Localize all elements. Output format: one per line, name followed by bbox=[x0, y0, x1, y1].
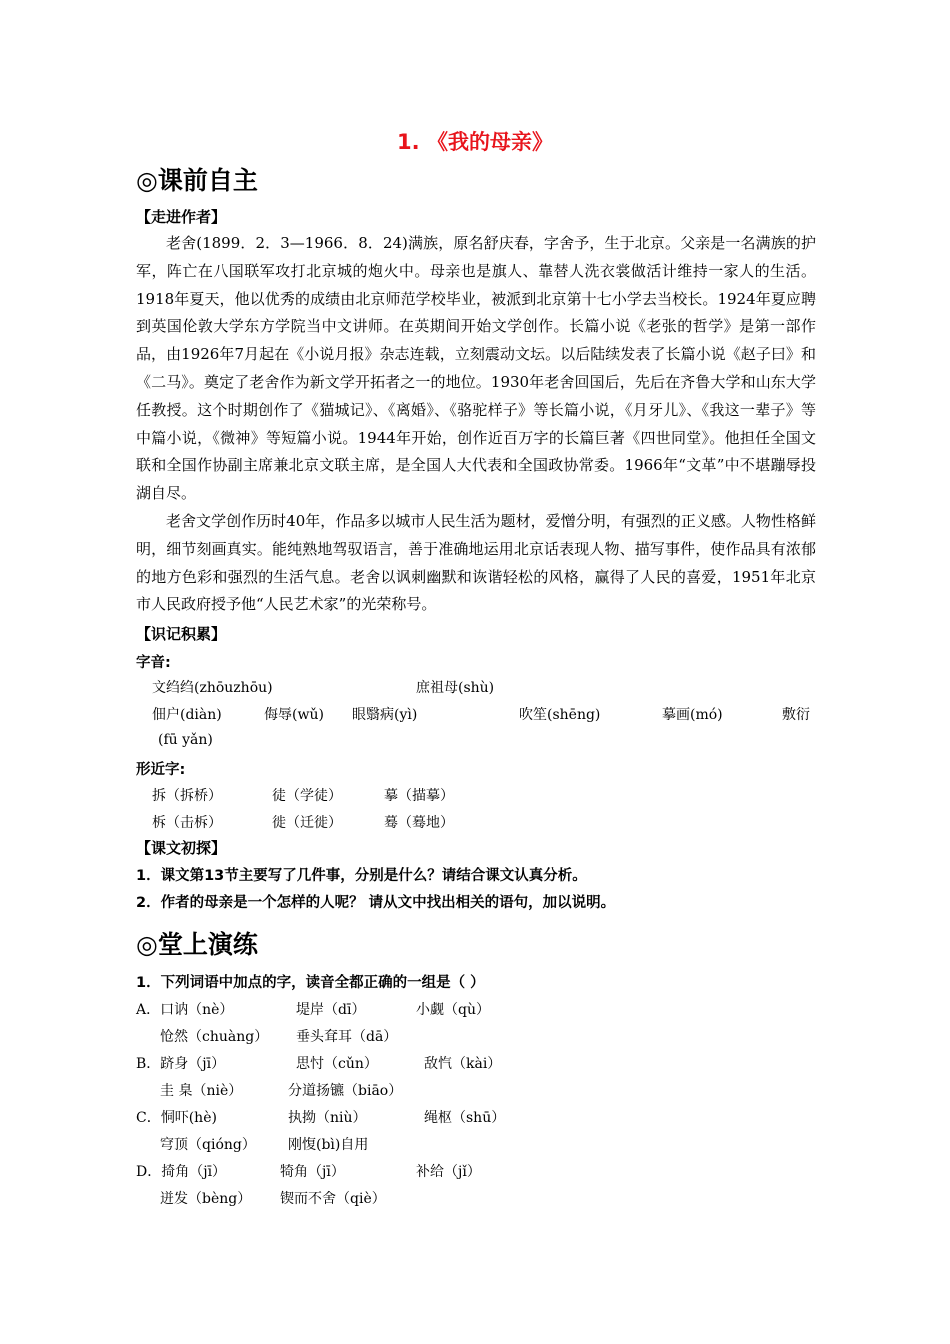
similar-char: 徒（学徒） bbox=[272, 788, 342, 804]
pron-item: 吹笙(shēng) bbox=[519, 707, 601, 723]
pron-item: (fū yǎn) bbox=[158, 732, 213, 748]
pron-item: 庶祖母(shù) bbox=[416, 680, 495, 696]
option-a-item: 小觑（qù） bbox=[416, 1002, 490, 1018]
author-bio bbox=[136, 230, 816, 619]
option-a: A．口讷（nè） bbox=[136, 1002, 234, 1018]
exercise-question: 1．下列词语中加点的字，读音全都正确的一组是（ ） bbox=[136, 975, 485, 991]
heading-memory: 【识记积累】 bbox=[136, 625, 227, 643]
option-b: B．跻身（jī） bbox=[136, 1056, 226, 1072]
heading-author: 【走进作者】 bbox=[136, 208, 227, 226]
option-c-item: 绳枢（shū） bbox=[424, 1110, 506, 1126]
option-a-item: 堤岸（dī） bbox=[296, 1002, 366, 1018]
section-heading-inclass: ◎堂上演练 bbox=[136, 930, 258, 959]
option-c-item: 刚愎(bì)自用 bbox=[288, 1137, 369, 1153]
option-d-item: 犄角（jī） bbox=[280, 1164, 345, 1180]
option-d-item: 补给（jǐ） bbox=[416, 1164, 481, 1180]
option-b-item: 敌忾（kài） bbox=[424, 1056, 502, 1072]
similar-char: 蓦（蓦地） bbox=[384, 815, 454, 831]
similar-char: 徙（迁徙） bbox=[272, 815, 342, 831]
similar-char: 柝（击柝） bbox=[152, 815, 222, 831]
pron-item: 侮辱(wǔ) bbox=[264, 707, 324, 723]
option-a-item: 怆然（chuàng） bbox=[160, 1029, 269, 1045]
similar-char: 摹（描摹） bbox=[384, 788, 454, 804]
option-b-item: 思忖（cǔn） bbox=[296, 1056, 378, 1072]
section-heading-preclass: ◎课前自主 bbox=[136, 166, 258, 195]
pronunciation-label: 字音: bbox=[136, 655, 171, 671]
pron-item: 眼翳病(yì) bbox=[352, 707, 418, 723]
option-d-item: 迸发（bèng） bbox=[160, 1191, 252, 1207]
author-paragraph: 老舍(1899．2．3—1966．8．24)满族，原名舒庆春，字舍予，生于北京。父亲是一名满族的护军，阵亡在八国联军攻打北京城的炮火中。母亲也是旗人、靠替人洗衣裳做活计维持一家人的生活。1918年夏天，他以优秀的成绩由北京师范学校毕业，被派到北京第十七小学去当校长。1924年夏应聘到英国伦敦大学东方学院当中文讲师。在英期间开始文学创作。长篇小说《老张的哲学》是第一部作品，由1926年7月起在《小说月报》杂志连载，立刻震动文坛。以后陆续发表了长篇小说《赵子曰》和《二马》。奠定了老舍作为新文学开拓者之一的地位。1930年老舍回国后，先后在齐鲁大学和山东大学任教授。这个时期创作了《猫城记》、《离婚》、《骆驼样子》等长篇小说，《月牙儿》、《我这一辈子》等中篇小说，《微神》等短篇小说。1944年开始，创作近百万字的长篇巨著《四世同堂》。他担任全国文联和全国作协副主席兼北京文联主席，是全国人大代表和全国政协常委。1966年“文革”中不堪蹦辱投湖自尽。 bbox=[136, 234, 816, 503]
author-paragraph: 老舍文学创作历时40年，作品多以城市人民生活为题材，爱憎分明，有强烈的正义感。人物性格鲜明，细节刻画真实。能纯熟地驾驭语言，善于准确地运用北京话表现人物、描写事件，使作品具有浓郁的地方色彩和强烈的生活气息。老舍以讽刺幽默和诙谐轻松的风格，赢得了人民的喜爱，1951年北京市人民政府授予他“人民艺术家”的光荣称号。 bbox=[136, 511, 816, 614]
question: 2．作者的母亲是一个怎样的人呢？ 请从文中找出相关的语句，加以说明。 bbox=[136, 895, 616, 911]
pron-item: 摹画(mó) bbox=[662, 707, 723, 723]
pron-item: 文绉绉(zhōuzhōu) bbox=[152, 680, 273, 696]
option-d-item: 锲而不舍（qiè） bbox=[280, 1191, 386, 1207]
document-title: 1. 《我的母亲》 bbox=[397, 130, 553, 154]
similar-char: 拆（拆桥） bbox=[152, 788, 222, 804]
question: 1．课文第13节主要写了几件事，分别是什么？请结合课文认真分析。 bbox=[136, 868, 587, 884]
option-d: D．掎角（jī） bbox=[136, 1164, 227, 1180]
option-a-item: 垂头耷耳（dā） bbox=[296, 1029, 398, 1045]
option-b-item: 分道扬镳（biāo） bbox=[288, 1083, 403, 1099]
pron-item: 敷衍 bbox=[782, 707, 810, 723]
heading-explore: 【课文初探】 bbox=[136, 839, 227, 857]
similar-chars-label: 形近字: bbox=[136, 762, 186, 778]
pron-item: 佃户(diàn) bbox=[152, 707, 222, 723]
option-c-item: 穹顶（qióng） bbox=[160, 1137, 256, 1153]
option-c-item: 执拗（niù） bbox=[288, 1110, 367, 1126]
option-b-item: 圭 臬（niè） bbox=[160, 1083, 243, 1099]
option-c: C．恫吓(hè) bbox=[136, 1110, 217, 1126]
